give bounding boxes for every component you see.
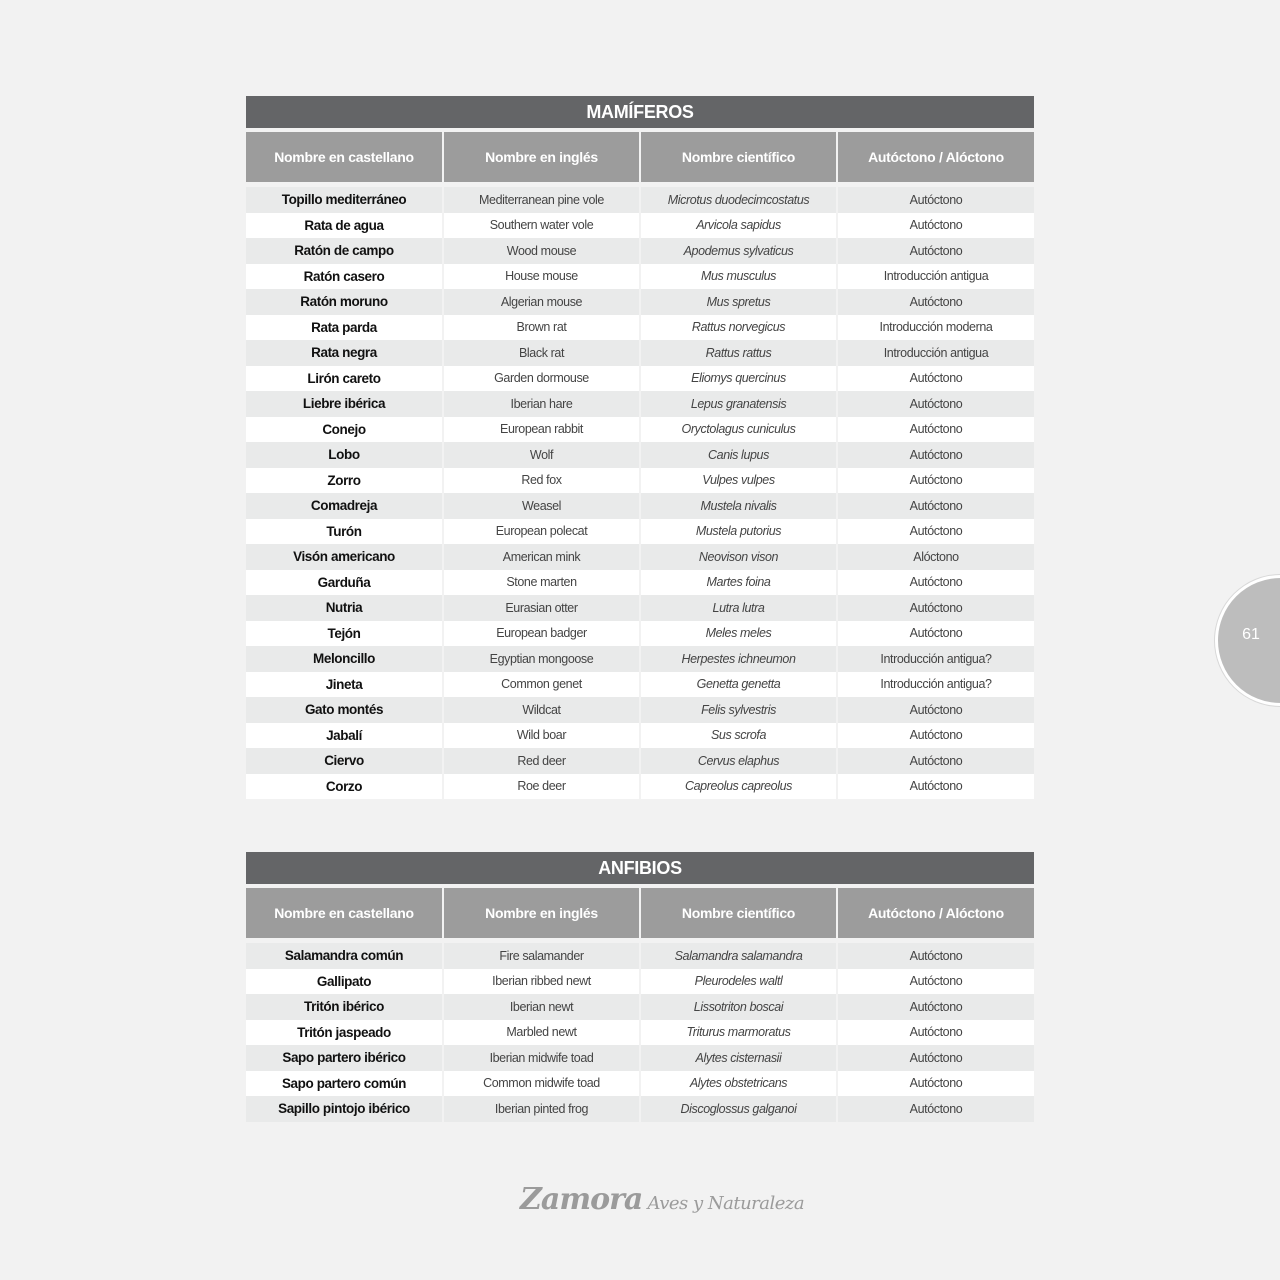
english-name-cell: Weasel — [443, 493, 640, 519]
header-scientific-name: Nombre científico — [640, 130, 837, 182]
table-row — [246, 417, 1034, 443]
spanish-name-cell: Conejo — [246, 417, 443, 443]
table-row — [246, 697, 1034, 723]
spanish-name-cell: Rata parda — [246, 315, 443, 341]
table-row — [246, 1020, 1034, 1046]
spanish-name-cell: Gato montés — [246, 697, 443, 723]
scientific-name-cell: Mustela putorius — [640, 519, 837, 545]
table-row — [246, 442, 1034, 468]
table-row — [246, 994, 1034, 1020]
spanish-name-cell: Ciervo — [246, 748, 443, 774]
spanish-name-cell: Corzo — [246, 774, 443, 800]
table-row — [246, 723, 1034, 749]
table-row — [246, 1071, 1034, 1097]
table-row — [246, 213, 1034, 239]
status-cell: Autóctono — [837, 774, 1034, 800]
table-row — [246, 493, 1034, 519]
english-name-cell: European polecat — [443, 519, 640, 545]
table-row — [246, 672, 1034, 698]
scientific-name-cell: Rattus norvegicus — [640, 315, 837, 341]
scientific-name-cell: Cervus elaphus — [640, 748, 837, 774]
table-row — [246, 595, 1034, 621]
table-row — [246, 391, 1034, 417]
table-row — [246, 943, 1034, 969]
english-name-cell: Roe deer — [443, 774, 640, 800]
status-cell: Introducción antigua — [837, 340, 1034, 366]
scientific-name-cell: Herpestes ichneumon — [640, 646, 837, 672]
status-cell: Autóctono — [837, 969, 1034, 995]
english-name-cell: Stone marten — [443, 570, 640, 596]
status-cell: Autóctono — [837, 1096, 1034, 1122]
spanish-name-cell: Zorro — [246, 468, 443, 494]
spanish-name-cell: Turón — [246, 519, 443, 545]
logo-sub-text: Aves y Naturaleza — [647, 1193, 805, 1214]
english-name-cell: Wolf — [443, 442, 640, 468]
english-name-cell: Brown rat — [443, 315, 640, 341]
spanish-name-cell: Tejón — [246, 621, 443, 647]
logo-main-text: Zamora — [520, 1182, 643, 1217]
english-name-cell: Wild boar — [443, 723, 640, 749]
amphibians-header-row — [246, 886, 1034, 938]
header-spanish-name: Nombre en castellano — [246, 886, 443, 938]
spanish-name-cell: Rata negra — [246, 340, 443, 366]
scientific-name-cell: Felis sylvestris — [640, 697, 837, 723]
english-name-cell: Wood mouse — [443, 238, 640, 264]
spanish-name-cell: Tritón ibérico — [246, 994, 443, 1020]
english-name-cell: Black rat — [443, 340, 640, 366]
header-english-name: Nombre en inglés — [443, 130, 640, 182]
english-name-cell: Common genet — [443, 672, 640, 698]
amphibians-title: ANFIBIOS — [246, 852, 1034, 884]
spanish-name-cell: Liebre ibérica — [246, 391, 443, 417]
table-row — [246, 468, 1034, 494]
scientific-name-cell: Canis lupus — [640, 442, 837, 468]
english-name-cell: Mediterranean pine vole — [443, 187, 640, 213]
table-row — [246, 340, 1034, 366]
scientific-name-cell: Meles meles — [640, 621, 837, 647]
spanish-name-cell: Jineta — [246, 672, 443, 698]
header-status: Autóctono / Alóctono — [837, 886, 1034, 938]
scientific-name-cell: Apodemus sylvaticus — [640, 238, 837, 264]
status-cell: Autóctono — [837, 943, 1034, 969]
english-name-cell: Algerian mouse — [443, 289, 640, 315]
table-row — [246, 1096, 1034, 1122]
scientific-name-cell: Sus scrofa — [640, 723, 837, 749]
status-cell: Autóctono — [837, 1071, 1034, 1097]
spanish-name-cell: Sapo partero común — [246, 1071, 443, 1097]
spanish-name-cell: Sapo partero ibérico — [246, 1045, 443, 1071]
spanish-name-cell: Ratón moruno — [246, 289, 443, 315]
header-spanish-name: Nombre en castellano — [246, 130, 443, 182]
english-name-cell: American mink — [443, 544, 640, 570]
english-name-cell: Egyptian mongoose — [443, 646, 640, 672]
scientific-name-cell: Neovison vison — [640, 544, 837, 570]
scientific-name-cell: Genetta genetta — [640, 672, 837, 698]
spanish-name-cell: Ratón de campo — [246, 238, 443, 264]
amphibians-table — [246, 884, 1034, 1122]
mammals-title: MAMÍFEROS — [246, 96, 1034, 128]
header-english-name: Nombre en inglés — [443, 886, 640, 938]
status-cell: Autóctono — [837, 366, 1034, 392]
spanish-name-cell: Jabalí — [246, 723, 443, 749]
spanish-name-cell: Rata de agua — [246, 213, 443, 239]
table-row — [246, 621, 1034, 647]
english-name-cell: House mouse — [443, 264, 640, 290]
scientific-name-cell: Capreolus capreolus — [640, 774, 837, 800]
scientific-name-cell: Alytes cisternasii — [640, 1045, 837, 1071]
status-cell: Introducción antigua? — [837, 672, 1034, 698]
spanish-name-cell: Lobo — [246, 442, 443, 468]
scientific-name-cell: Discoglossus galganoi — [640, 1096, 837, 1122]
spanish-name-cell: Gallipato — [246, 969, 443, 995]
status-cell: Autóctono — [837, 417, 1034, 443]
mammals-header-row — [246, 130, 1034, 182]
scientific-name-cell: Pleurodeles waltl — [640, 969, 837, 995]
table-row — [246, 969, 1034, 995]
english-name-cell: Iberian pinted frog — [443, 1096, 640, 1122]
table-row — [246, 315, 1034, 341]
english-name-cell: Iberian hare — [443, 391, 640, 417]
mammals-section — [246, 96, 1034, 799]
zamora-logo — [520, 1182, 805, 1226]
table-row — [246, 238, 1034, 264]
spanish-name-cell: Topillo mediterráneo — [246, 187, 443, 213]
status-cell: Autóctono — [837, 994, 1034, 1020]
english-name-cell: Garden dormouse — [443, 366, 640, 392]
status-cell: Autóctono — [837, 697, 1034, 723]
scientific-name-cell: Mus spretus — [640, 289, 837, 315]
english-name-cell: Eurasian otter — [443, 595, 640, 621]
english-name-cell: Iberian newt — [443, 994, 640, 1020]
status-cell: Autóctono — [837, 570, 1034, 596]
table-row — [246, 366, 1034, 392]
amphibians-section — [246, 852, 1034, 1122]
status-cell: Autóctono — [837, 442, 1034, 468]
status-cell: Autóctono — [837, 238, 1034, 264]
table-row — [246, 646, 1034, 672]
page-number: 61 — [1242, 626, 1260, 643]
scientific-name-cell: Martes foina — [640, 570, 837, 596]
english-name-cell: Iberian ribbed newt — [443, 969, 640, 995]
status-cell: Autóctono — [837, 621, 1034, 647]
header-scientific-name: Nombre científico — [640, 886, 837, 938]
status-cell: Autóctono — [837, 748, 1034, 774]
english-name-cell: Iberian midwife toad — [443, 1045, 640, 1071]
table-row — [246, 289, 1034, 315]
status-cell: Autóctono — [837, 391, 1034, 417]
scientific-name-cell: Vulpes vulpes — [640, 468, 837, 494]
table-row — [246, 187, 1034, 213]
status-cell: Autóctono — [837, 1045, 1034, 1071]
spanish-name-cell: Visón americano — [246, 544, 443, 570]
status-cell: Introducción antigua — [837, 264, 1034, 290]
spanish-name-cell: Salamandra común — [246, 943, 443, 969]
spanish-name-cell: Lirón careto — [246, 366, 443, 392]
spanish-name-cell: Nutria — [246, 595, 443, 621]
status-cell: Autóctono — [837, 289, 1034, 315]
header-status: Autóctono / Alóctono — [837, 130, 1034, 182]
status-cell: Autóctono — [837, 723, 1034, 749]
english-name-cell: European rabbit — [443, 417, 640, 443]
status-cell: Autóctono — [837, 519, 1034, 545]
table-row — [246, 519, 1034, 545]
english-name-cell: Fire salamander — [443, 943, 640, 969]
scientific-name-cell: Alytes obstetricans — [640, 1071, 837, 1097]
table-row — [246, 264, 1034, 290]
status-cell: Alóctono — [837, 544, 1034, 570]
status-cell: Introducción antigua? — [837, 646, 1034, 672]
english-name-cell: Red fox — [443, 468, 640, 494]
spanish-name-cell: Sapillo pintojo ibérico — [246, 1096, 443, 1122]
status-cell: Autóctono — [837, 1020, 1034, 1046]
english-name-cell: Wildcat — [443, 697, 640, 723]
scientific-name-cell: Arvicola sapidus — [640, 213, 837, 239]
scientific-name-cell: Lutra lutra — [640, 595, 837, 621]
scientific-name-cell: Lissotriton boscai — [640, 994, 837, 1020]
status-cell: Autóctono — [837, 213, 1034, 239]
spanish-name-cell: Meloncillo — [246, 646, 443, 672]
spanish-name-cell: Garduña — [246, 570, 443, 596]
status-cell: Autóctono — [837, 595, 1034, 621]
mammals-table — [246, 128, 1034, 799]
english-name-cell: Red deer — [443, 748, 640, 774]
scientific-name-cell: Triturus marmoratus — [640, 1020, 837, 1046]
status-cell: Introducción moderna — [837, 315, 1034, 341]
scientific-name-cell: Rattus rattus — [640, 340, 837, 366]
scientific-name-cell: Eliomys quercinus — [640, 366, 837, 392]
status-cell: Autóctono — [837, 468, 1034, 494]
table-row — [246, 748, 1034, 774]
spanish-name-cell: Comadreja — [246, 493, 443, 519]
scientific-name-cell: Mustela nivalis — [640, 493, 837, 519]
table-row — [246, 544, 1034, 570]
spanish-name-cell: Tritón jaspeado — [246, 1020, 443, 1046]
status-cell: Autóctono — [837, 187, 1034, 213]
scientific-name-cell: Microtus duodecimcostatus — [640, 187, 837, 213]
english-name-cell: Common midwife toad — [443, 1071, 640, 1097]
table-row — [246, 570, 1034, 596]
status-cell: Autóctono — [837, 493, 1034, 519]
scientific-name-cell: Salamandra salamandra — [640, 943, 837, 969]
english-name-cell: Marbled newt — [443, 1020, 640, 1046]
spanish-name-cell: Ratón casero — [246, 264, 443, 290]
table-row — [246, 774, 1034, 800]
scientific-name-cell: Lepus granatensis — [640, 391, 837, 417]
english-name-cell: Southern water vole — [443, 213, 640, 239]
scientific-name-cell: Mus musculus — [640, 264, 837, 290]
table-row — [246, 1045, 1034, 1071]
english-name-cell: European badger — [443, 621, 640, 647]
scientific-name-cell: Oryctolagus cuniculus — [640, 417, 837, 443]
